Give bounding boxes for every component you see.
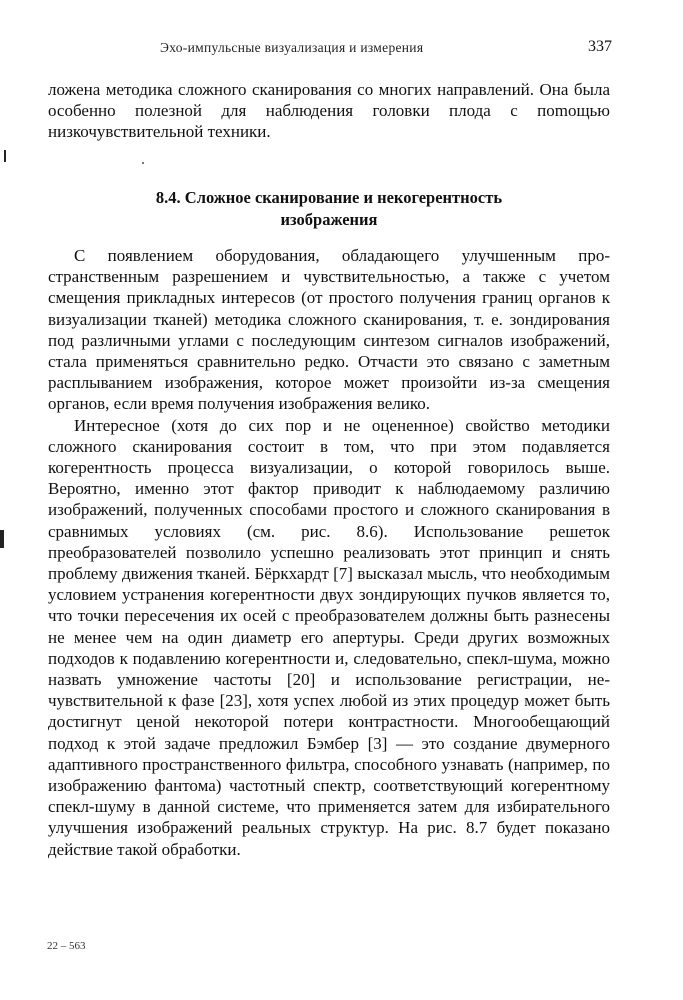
scan-margin-mark: [0, 530, 4, 548]
running-title: Эхо-импульсные визуализация и измерения: [160, 40, 424, 55]
scan-margin-mark: [4, 150, 6, 162]
running-head: [0, 38, 683, 58]
body-paragraph-2: Интересное (хотя до сих пор и не оцененное) свойство методики сложного сканирования состоит в том, что при этом подавляется когерентность процесса визуализации, о которой говорилось выше. Вероятно, именно этот фактор приводит к наблюдаемому различию изображений, полученных способами простого и сложного сканирования в сравнимых условиях (см. рис. 8.6). Использование решеток преобразователей позволило успешно реализовать этот принцип и снять проблему движения тканей. Бёркхардт [7] высказал мысль, что необходимым условием устранения когерентности двух зондирующих пучков является то, что точки пересечения их осей с преобразователем должны быть разнесены не менее чем на один диаметр его апертуры. Среди других возможных подходов к подавлению когерентности и, следовательно, спекл-шума, можно назвать умножение частоты [20] и использование регистрации, нечувствительной к фазе [23], хотя успех любой из этих процедур может быть достигнут ценой некоторой потери контрастности. Многообещающий подход к этой задаче предложил Бэмбер [3] — это создание двумерного адаптивного пространственного фильтра, способного узнавать (например, по изображению фантома) частотный спектр, соответствующий когерентному спекл-шуму в данной системе, что применяется затем для избирательного улучшения изображений реальных структур. На рис. 8.7 будет показано действие такой обработки.: [48, 415, 610, 859]
section-heading-line-2: изображения: [280, 210, 378, 229]
continuation-paragraph-block: [48, 79, 610, 143]
page-number: 337: [588, 38, 612, 55]
printer-signature: 22 – 563: [47, 940, 86, 952]
scan-speck: [142, 162, 144, 164]
continuation-paragraph: ложена методика сложного сканирования со многих направлений. Она была особенно полезной для наблюдения головки плода с поmощью низкочувствительной техники.: [48, 80, 610, 142]
section-heading: [48, 187, 610, 231]
body-paragraph-1: С появлением оборудования, обладающего улучшенным пространственным разрешением и чувствительностью, а также с учетом смещения прикладных интересов (от простого получения границ органов к визуализации тканей) методика сложного сканирования, т. е. зондирования под различными углами с последующим синтезом сигналов изображений, стала применяться сравнительно редко. Отчасти это связано с заметным расплыванием изображения, которое может произойти из-за смещения органов, если время получения изображения велико.: [48, 246, 610, 414]
section-heading-line-1: 8.4. Сложное сканирование и некогерентность: [155, 188, 503, 207]
section-body: [48, 245, 610, 860]
